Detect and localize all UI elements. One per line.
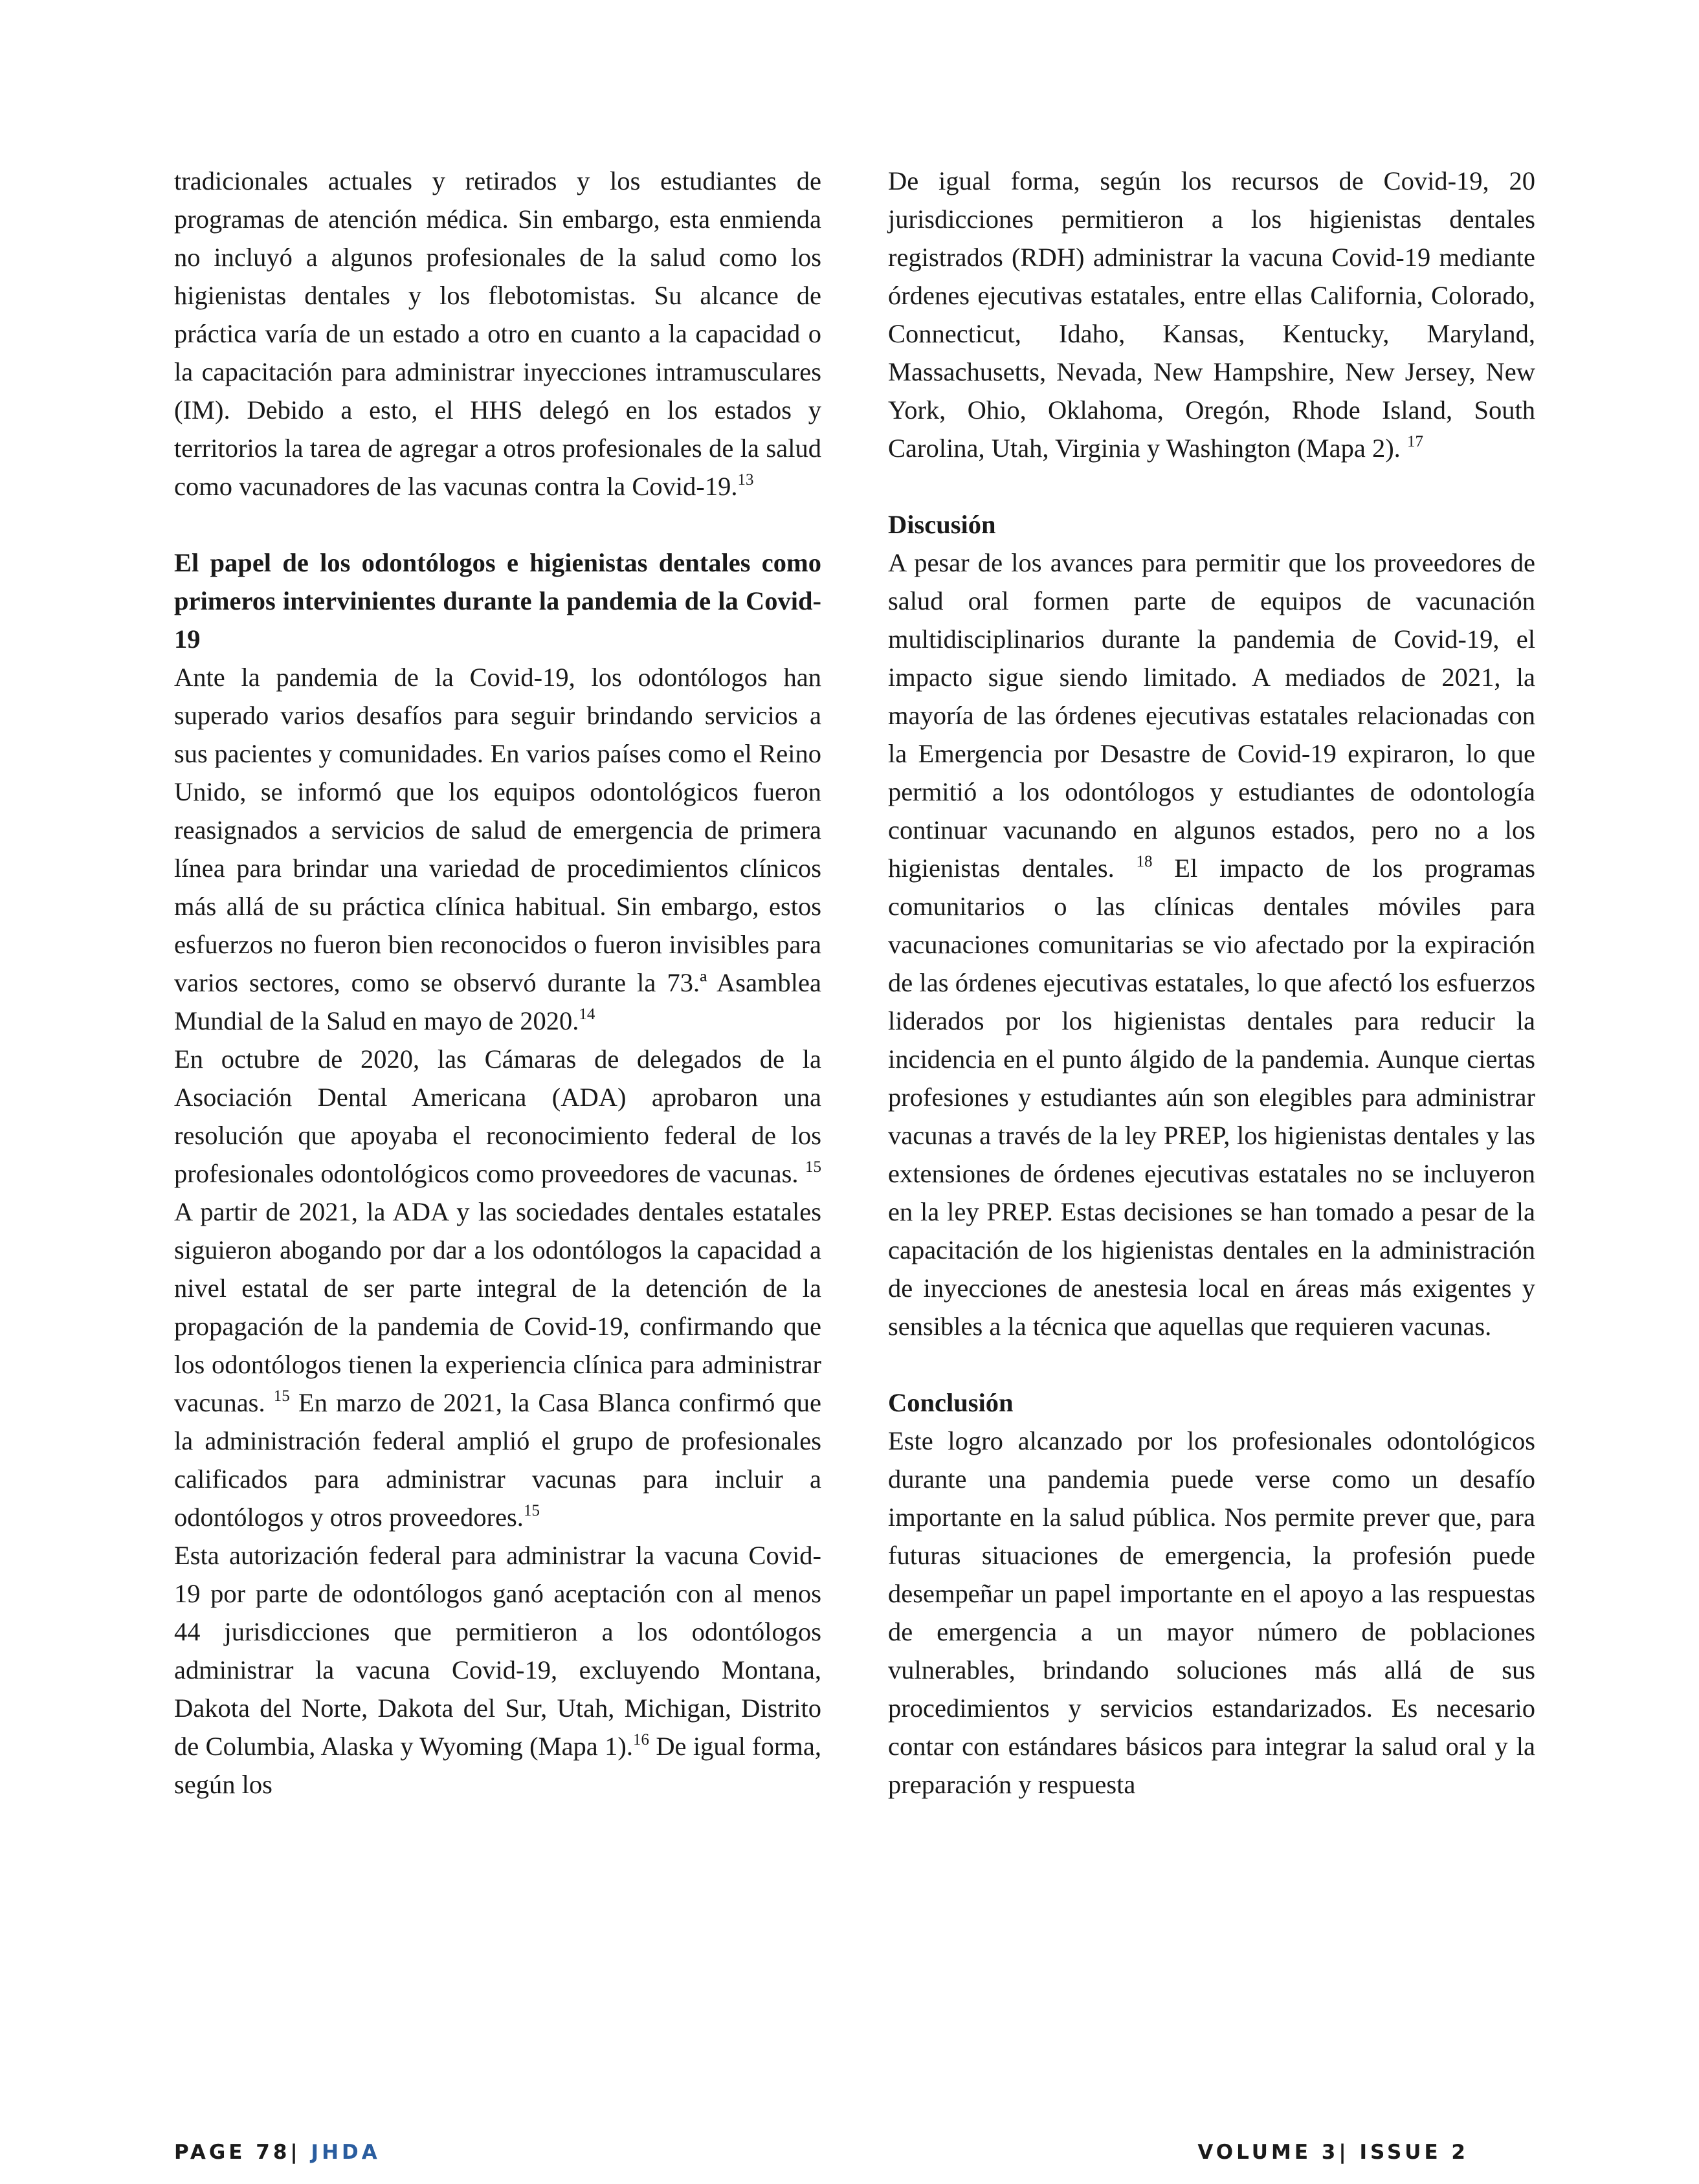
paragraph: Esta autorización federal para administrar la vacuna Covid-19 por parte de odontólogos ganó aceptación con al menos 44 jurisdicciones que permitieron a los odontólogos administrar la vacuna Covid-19, excluyendo Montana, Dakota del Norte, Dakota del Sur, Utah, Michigan, Distrito de Columbia, Alaska y Wyoming (Mapa 1).$^{16}$ De igual forma, según los <box>174 1541 822 1799</box>
left-column <box>174 162 821 1803</box>
paragraph: tradicionales actuales y retirados y los estudiantes de programas de atención médica. Sin embargo, esta enmienda no incluyó a algunos profesionales de la salud como los higienistas dentales y los flebotomistas. Su alcance de práctica varía de un estado a otro en cuanto a la capacidad o la capacitación para administrar inyecciones intramusculares (IM). Debido a esto, el HHS delegó en los estados y territorios la tarea de agregar a otros profesionales de la salud como vacunadores de las vacunas contra la Covid-19.13 <box>174 166 821 501</box>
reference-16: 16 <box>632 1731 649 1748</box>
right-column <box>888 162 1535 1803</box>
paragraph: De igual forma, según los recursos de Covid-19, 20 jurisdicciones permitieron a los higienistas dentales registrados (RDH) administrar la vacuna Covid-19 mediante órdenes ejecutivas estatales, entre ellas California, Colorado, Connecticut, Idaho, Kansas, Kentucky, Maryland, Massachusetts, Nevada, New Hampshire, New Jersey, New York, Ohio, Oklahoma, Oregón, Rhode Island, South Carolina, Utah, Virginia y Washington (Mapa 2). $^{17}$ <box>888 166 1535 463</box>
reference-15: 15 <box>273 1387 290 1405</box>
paragraph: En octubre de 2020, las Cámaras de delegados de la Asociación Dental Americana (ADA) aprobaron una resolución que apoyaba el reconocimiento federal de los profesionales odontológicos como proveedores de vacunas. $^{15}$ A partir de 2021, la ADA y las sociedades dentales estatales siguieron abogando por dar a los odontólogos la capacidad a nivel estatal de ser parte integral de la detención de la propagación de la pandemia de Covid-19, confirmando que los odontólogos tienen la experiencia clínica para administrar vacunas. $^{15}$ En marzo de 2021, la Casa Blanca confirmó que la administración federal amplió el grupo de profesionales calificados para administrar vacunas para incluir a odontólogos y otros proveedores.$^{15}$ <box>174 1044 821 1532</box>
paragraph: A pesar de los avances para permitir que los proveedores de salud oral formen parte de equipos de vacunación multidisciplinarios durante la pandemia de Covid-19, el impacto sigue siendo limitado. A mediados de 2021, la mayoría de las órdenes ejecutivas estatales relacionadas con la Emergencia por Desastre de Covid-19 expiraron, lo que permitió a los odontólogos y estudiantes de odontología continuar vacunando en algunos estados, pero no a los higienistas dentales. $^{18}$ El impacto de los programas comunitarios o las clínicas dentales móviles para vacunaciones comunitarias se vio afectado por la expiración de las órdenes ejecutivas estatales, lo que afectó los esfuerzos liderados por los higienistas dentales para reducir la incidencia en el punto álgido de la pandemia. Aunque ciertas profesiones y estudiantes aún son elegibles para administrar vacunas a través de la ley PREP, los higienistas dentales y las extensiones de órdenes ejecutivas estatales no se incluyeron en la ley PREP. Estas decisiones se han tomado a pesar de la capacitación de los higienistas dentales en la administración de inyecciones de anestesia local en áreas más exigentes y sensibles a la técnica que aquellas que requieren vacunas. <box>888 548 1536 1341</box>
footer-volume-issue: VOLUME 3| ISSUE 2 <box>1197 2141 1469 2164</box>
section-heading-dentists-role: El papel de los odontólogos e higienistas dentales como primeros intervinientes durante la pandemia de la Covid-19 <box>174 548 821 654</box>
paragraph: Este logro alcanzado por los profesionales odontológicos durante una pandemia puede verse como un desafío importante en la salud pública. Nos permite prever que, para futuras situaciones de emergencia, la profesión puede desempeñar un papel importante en el apoyo a las respuestas de emergencia a un mayor número de poblaciones vulnerables, brindando soluciones más allá de sus procedimientos y servicios estandarizados. Es necesario contar con estándares básicos para integrar la salud oral y la preparación y respuesta <box>888 1426 1535 1799</box>
reference-15: 15 <box>523 1502 540 1519</box>
section-heading-discussion: Discusión <box>888 510 996 539</box>
reference-17: 17 <box>1406 433 1423 450</box>
reference-18: 18 <box>1136 853 1153 870</box>
journal-name: JHDA <box>311 2141 381 2164</box>
footer-page-label: PAGE 78| JHDA <box>174 2141 381 2164</box>
reference-13: 13 <box>737 471 754 489</box>
paragraph: Ante la pandemia de la Covid-19, los odontólogos han superado varios desafíos para seguir brindando servicios a sus pacientes y comunidades. En varios países como el Reino Unido, se informó que los equipos odontológicos fueron reasignados a servicios de salud de emergencia de primera línea para brindar una variedad de procedimientos clínicos más allá de su práctica clínica habitual. Sin embargo, estos esfuerzos no fueron bien reconocidos o fueron invisibles para varios sectores, como se observó durante la 73.ª Asamblea Mundial de la Salud en mayo de 2020.14 <box>174 663 821 1035</box>
reference-15: 15 <box>805 1158 821 1176</box>
section-heading-conclusion: Conclusión <box>888 1388 1014 1417</box>
reference-14: 14 <box>579 1006 595 1023</box>
